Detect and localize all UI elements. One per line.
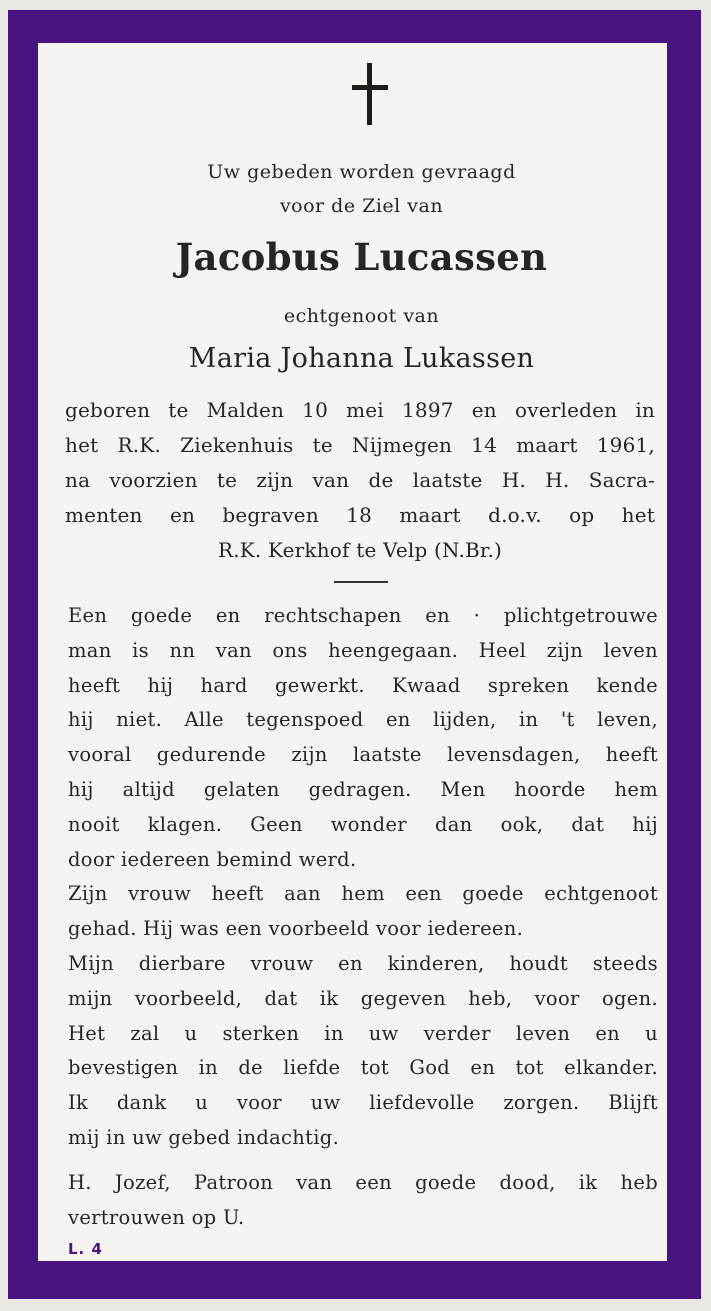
eulogy-line: Een goede en rechtschapen en · plichtgetrouwe: [68, 604, 658, 627]
eulogy-line: Het zal u sterken in uw verder leven en u: [68, 1021, 658, 1045]
eulogy-line: vertrouwen op U.: [68, 1205, 245, 1229]
deceased-name: Jacobus Lucassen: [175, 235, 548, 279]
eulogy-line: Mijn dierbare vrouw en kinderen, houdt steeds: [68, 951, 658, 975]
eulogy-line: mij in uw gebed indachtig.: [68, 1125, 340, 1149]
eulogy-line: nooit klagen. Geen wonder dan ook, dat hij: [68, 812, 658, 836]
intro-line-1: Uw gebeden worden gevraagd: [207, 161, 516, 183]
eulogy-line: vooral gedurende zijn laatste levensdagen, heeft: [68, 743, 658, 767]
eulogy-line: hij altijd gelaten gedragen. Men hoorde hem: [68, 777, 658, 801]
bio-line: R.K. Kerkhof te Velp (N.Br.): [217, 538, 503, 562]
eulogy-line: mijn voorbeeld, dat ik gegeven heb, voor ogen.: [68, 986, 658, 1010]
eulogy-text: [68, 599, 658, 1235]
eulogy-line: man is nn van ons heengegaan. Heel zijn leven: [68, 638, 658, 662]
spouse-name: Maria Johanna Lukassen: [188, 343, 535, 374]
bio-line: na voorzien te zijn van de laatste H. H. Sacra-: [65, 468, 655, 492]
eulogy-line: door iedereen bemind werd.: [68, 847, 357, 871]
eulogy-line: Zijn vrouw heeft aan hem een goede echtgenoot: [68, 882, 658, 906]
eulogy-line: bevestigen in de liefde tot God en tot elkander.: [68, 1056, 658, 1080]
relation-label: echtgenoot van: [283, 305, 440, 327]
divider: [334, 581, 388, 583]
eulogy-line: heeft hij hard gewerkt. Kwaad spreken kende: [68, 673, 658, 697]
eulogy-line: gehad. Hij was een voorbeeld voor iedereen.: [68, 917, 524, 941]
biography: [65, 393, 655, 568]
eulogy-line: hij niet. Alle tegenspoed en lijden, in 't leven,: [68, 708, 658, 732]
eulogy-line: Ik dank u voor uw liefdevolle zorgen. Blijft: [68, 1091, 658, 1115]
intro-line-2: voor de Ziel van: [279, 195, 444, 217]
latin-cross-icon: [352, 63, 388, 125]
card-inner: [38, 43, 667, 1261]
print-code: L. 4: [68, 1240, 103, 1258]
bio-line: geboren te Malden 10 mei 1897 en overleden in: [65, 398, 655, 422]
eulogy-line: H. Jozef, Patroon van een goede dood, ik heb: [68, 1170, 658, 1194]
purple-border: [8, 10, 701, 1299]
bio-line: menten en begraven 18 maart d.o.v. op het: [65, 503, 655, 527]
bio-line: het R.K. Ziekenhuis te Nijmegen 14 maart 1961,: [65, 433, 655, 457]
